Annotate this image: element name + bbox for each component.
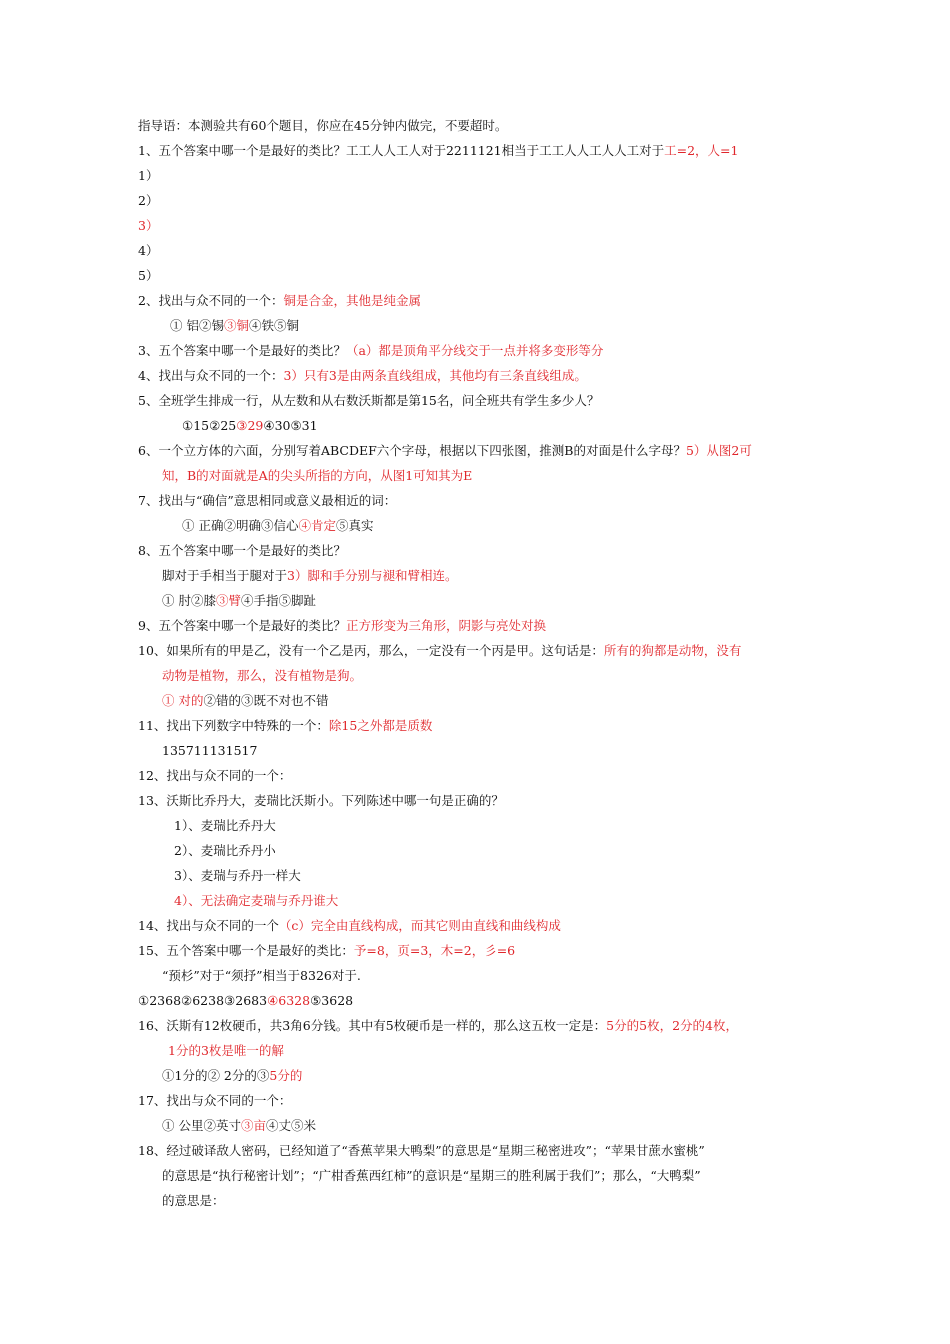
- question-17-options: ① 公里②英寸③亩④丈⑤米: [162, 1118, 317, 1133]
- answer-note: 所有的狗都是动物，没有: [603, 643, 742, 658]
- question-1: 1、五个答案中哪一个是最好的类比？工工人人工人对于2211121相当于工工人人工人人工对于工=2，人=1: [138, 143, 739, 158]
- option-4: 4）: [138, 243, 159, 258]
- question-13-option-1: 1）、麦瑞比乔丹大: [174, 818, 276, 833]
- correct-option: 5分的: [269, 1068, 303, 1083]
- answer-note: 铜是合金，其他是纯金属: [283, 293, 421, 308]
- correct-option: ③臂: [215, 593, 241, 608]
- answer-note: （a）都是顶角平分线交于一点并将多变形等分: [345, 343, 604, 358]
- correct-option: ③铜: [223, 318, 249, 333]
- question-12: 12、找出与众不同的一个：: [138, 768, 292, 783]
- question-16: 16、沃斯有12枚硬币，共3角6分钱。其中有5枚硬币是一样的，那么这五枚一定是：5分的5枚，2分的4枚，: [138, 1018, 738, 1033]
- question-11: 11、找出下列数字中特殊的一个：除15之外都是质数: [138, 718, 433, 733]
- answer-note: 工=2，人=1: [664, 143, 739, 158]
- question-13-option-3: 3）、麦瑞与乔丹一样大: [174, 868, 301, 883]
- question-8-stem: 脚对于手相当于腿对于3）脚和手分别与褪和臂相连。: [162, 568, 458, 583]
- correct-option: ③29: [236, 418, 264, 433]
- answer-note: 3）只有3是由两条直线组成，其他均有三条直线组成。: [283, 368, 587, 383]
- question-10: 10、如果所有的甲是乙，没有一个乙是丙，那么，一定没有一个丙是甲。这句话是：所有的狗都是动物，没有: [138, 643, 742, 658]
- question-18-cont: 的意思是“执行秘密计划”；“广柑香蕉西红柿”的意识是“星期三的胜利属于我们”；那么，“大鸭梨”: [162, 1168, 701, 1183]
- question-18: 18、经过破译敌人密码，已经知道了“香蕉苹果大鸭梨”的意思是“星期三秘密进攻”；“苹果甘蔗水蜜桃”: [138, 1143, 705, 1158]
- answer-note: 3）脚和手分别与褪和臂相连。: [287, 568, 458, 583]
- question-10-answer-cont: 动物是植物，那么，没有植物是狗。: [162, 668, 363, 683]
- question-11-numbers: 135711131517: [162, 743, 258, 758]
- option-5: 5）: [138, 268, 159, 283]
- correct-option: ④6328: [267, 993, 311, 1008]
- question-5-options: ①15②25③29④30⑤31: [182, 418, 318, 433]
- answer-note: 除15之外都是质数: [328, 718, 433, 733]
- question-15-options: ①2368②6238③2683④6328⑤3628: [138, 993, 354, 1008]
- answer-note: 正方形变为三角形，阴影与亮处对换: [345, 618, 546, 633]
- question-8: 8、五个答案中哪一个是最好的类比？: [138, 543, 346, 558]
- question-4: 4、找出与众不同的一个：3）只有3是由两条直线组成，其他均有三条直线组成。: [138, 368, 587, 383]
- question-13-option-4-correct: 4）、无法确定麦瑞与乔丹谁大: [174, 893, 339, 908]
- instructions: 指导语：本测验共有60个题目，你应在45分钟内做完，不要超时。: [138, 118, 508, 133]
- answer-note: 5分的5枚，2分的4枚，: [606, 1018, 738, 1033]
- option-3-correct: 3）: [138, 218, 159, 233]
- question-14: 14、找出与众不同的一个（c）完全由直线构成，而其它则由直线和曲线构成: [138, 918, 561, 933]
- question-16-options: ①1分的② 2分的③5分的: [162, 1068, 303, 1083]
- question-17: 17、找出与众不同的一个：: [138, 1093, 292, 1108]
- question-18-cont-2: 的意思是：: [162, 1193, 225, 1208]
- question-13: 13、沃斯比乔丹大，麦瑞比沃斯小。下列陈述中哪一句是正确的？: [138, 793, 504, 808]
- answer-note: 予=8，页=3，木=2，彡=6: [353, 943, 516, 958]
- question-7-options: ① 正确②明确③信心④肯定⑤真实: [182, 518, 374, 533]
- question-16-answer-cont: 1分的3枚是唯一的解: [168, 1043, 284, 1058]
- question-6: 6、一个立方体的六面，分别写着ABCDEF六个字母，根据以下四张图，推测B的对面是什么字母？5）从图2可: [138, 443, 752, 458]
- question-9: 9、五个答案中哪一个是最好的类比？正方形变为三角形，阴影与亮处对换: [138, 618, 546, 633]
- question-2-options: ① 铝②锡③铜④铁⑤铜: [170, 318, 300, 333]
- question-5: 5、全班学生排成一行，从左数和从右数沃斯都是第15名，问全班共有学生多少人？: [138, 393, 600, 408]
- question-10-options: ① 对的②错的③既不对也不错: [162, 693, 329, 708]
- question-15-stem: “预杉”对于“须抒”相当于8326对于.: [162, 968, 361, 983]
- question-15: 15、五个答案中哪一个是最好的类比：予=8，页=3，木=2，彡=6: [138, 943, 516, 958]
- question-13-option-2: 2）、麦瑞比乔丹小: [174, 843, 276, 858]
- question-3: 3、五个答案中哪一个是最好的类比？（a）都是顶角平分线交于一点并将多变形等分: [138, 343, 604, 358]
- option-2: 2）: [138, 193, 159, 208]
- option-1: 1）: [138, 168, 159, 183]
- question-8-options: ① 肘②膝③臂④手指⑤脚趾: [162, 593, 317, 608]
- correct-option: ① 对的: [162, 693, 204, 708]
- question-7: 7、找出与“确信”意思相同或意义最相近的词：: [138, 493, 397, 508]
- answer-note: （c）完全由直线构成，而其它则由直线和曲线构成: [278, 918, 561, 933]
- correct-option: ④肯定: [298, 518, 336, 533]
- answer-note: 5）从图2可: [685, 443, 752, 458]
- question-2: 2、找出与众不同的一个：铜是合金，其他是纯金属: [138, 293, 421, 308]
- question-6-answer-cont: 知，B的对面就是A的尖头所指的方向，从图1可知其为E: [162, 468, 473, 483]
- correct-option: ③亩: [240, 1118, 266, 1133]
